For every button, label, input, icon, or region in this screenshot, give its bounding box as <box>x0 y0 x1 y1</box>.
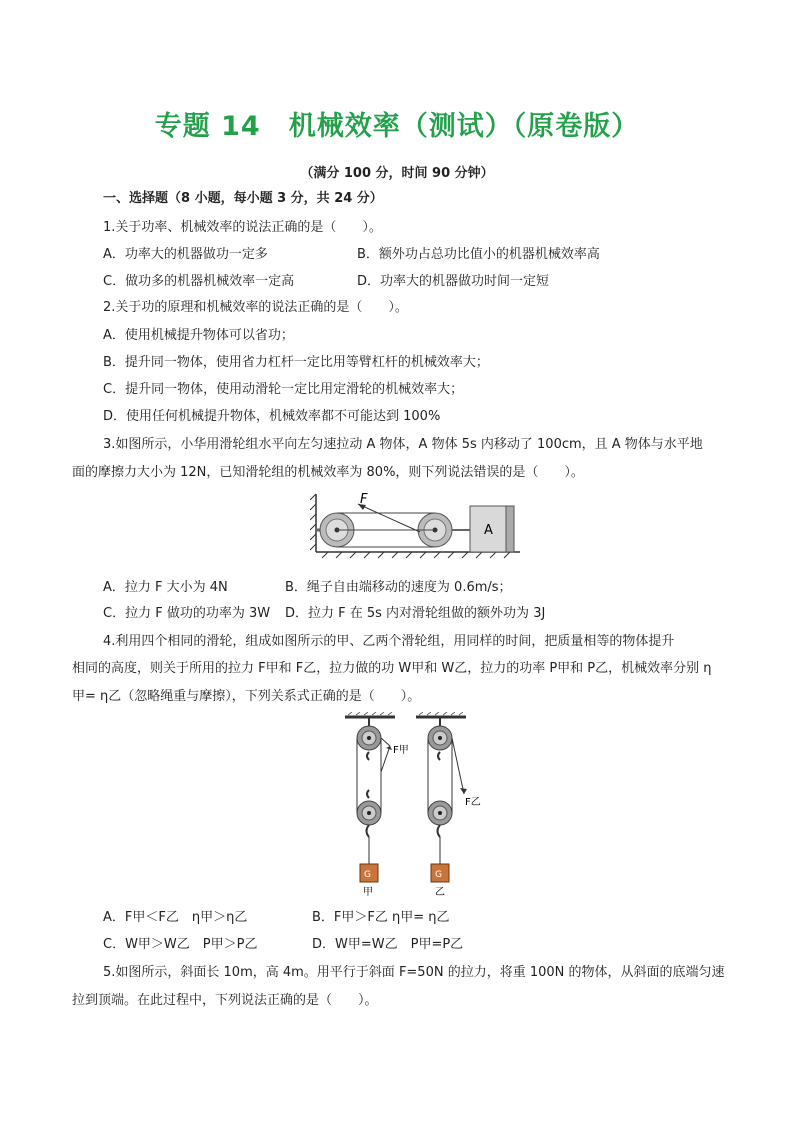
q4-pulley-figure <box>340 712 490 897</box>
q4-stem-line1: 4.利用四个相同的滑轮，组成如图所示的甲、乙两个滑轮组，用同样的时间，把质量相等的物体提升 <box>103 634 675 649</box>
q1-option-d: D．功率大的机器做功时间一定短 <box>357 274 550 289</box>
q2-option-a: A．使用机械提升物体可以省功； <box>103 328 294 343</box>
q3-stem-line1: 3.如图所示，小华用滑轮组水平向左匀速拉动 A 物体，A 物体 5s 内移动了 100cm，且 A 物体与水平地 <box>103 437 703 452</box>
q4-stem-line2: 相同的高度，则关于所用的拉力 F甲和 F乙，拉力做的功 W甲和 W乙，拉力的功率 P甲和 P乙，机械效率分别 η <box>72 661 712 676</box>
q4-figure-label-yi: 乙 <box>435 887 445 897</box>
section-heading: 一、选择题（8 小题，每小题 3 分，共 24 分） <box>103 191 383 206</box>
q2-stem: 2.关于功的原理和机械效率的说法正确的是（ ）。 <box>103 300 408 315</box>
q4-figure-weight-jia: G <box>364 870 371 880</box>
page-title: 专题 14 机械效率（测试）（原卷版） <box>154 111 640 142</box>
q1-stem: 1.关于功率、机械效率的说法正确的是（ ）。 <box>103 220 382 235</box>
q2-option-c: C．提升同一物体，使用动滑轮一定比用定滑轮的机械效率大； <box>103 382 464 397</box>
q3-option-c: C．拉力 F 做功的功率为 3W <box>103 606 271 621</box>
q3-option-b: B．绳子自由端移动的速度为 0.6m/s； <box>285 580 512 595</box>
q5-stem-line2: 拉到顶端。在此过程中，下列说法正确的是（ ）。 <box>72 993 378 1008</box>
q4-figure-weight-yi: G <box>435 870 442 880</box>
q4-option-b: B．F甲＞F乙 η甲= η乙 <box>312 910 450 925</box>
q3-figure-block-label: A <box>484 523 493 538</box>
q4-option-d: D．W甲=W乙 P甲=P乙 <box>312 937 464 952</box>
q3-option-a: A．拉力 F 大小为 4N <box>103 580 228 595</box>
q1-option-a: A．功率大的机器做功一定多 <box>103 247 268 262</box>
q3-option-d: D．拉力 F 在 5s 内对滑轮组做的额外功为 3J <box>285 606 546 621</box>
q2-option-b: B．提升同一物体，使用省力杠杆一定比用等臂杠杆的机械效率大； <box>103 355 489 370</box>
q4-figure-force-yi: F乙 <box>465 797 481 808</box>
q2-option-d: D．使用任何机械提升物体，机械效率都不可能达到 100% <box>103 409 441 424</box>
q4-option-c: C．W甲＞W乙 P甲＞P乙 <box>103 937 258 952</box>
q3-pulley-figure <box>310 490 520 562</box>
exam-info: （满分 100 分，时间 90 分钟） <box>300 166 494 181</box>
q3-figure-force-label: F <box>360 492 368 507</box>
q1-option-b: B．额外功占总功比值小的机器机械效率高 <box>357 247 600 262</box>
q4-figure-label-jia: 甲 <box>363 887 373 897</box>
q1-option-c: C．做功多的机器机械效率一定高 <box>103 274 295 289</box>
q4-figure-force-jia: F甲 <box>393 745 409 756</box>
q3-stem-line2: 面的摩擦力大小为 12N，已知滑轮组的机械效率为 80%，则下列说法错误的是（ ）。 <box>72 465 584 480</box>
q5-stem-line1: 5.如图所示，斜面长 10m，高 4m。用平行于斜面 F=50N 的拉力，将重 100N 的物体，从斜面的底端匀速 <box>103 965 725 980</box>
q4-option-a: A．F甲＜F乙 η甲＞η乙 <box>103 910 248 925</box>
q4-stem-line3: 甲= η乙（忽略绳重与摩擦），下列关系式正确的是（ ）。 <box>72 689 421 704</box>
